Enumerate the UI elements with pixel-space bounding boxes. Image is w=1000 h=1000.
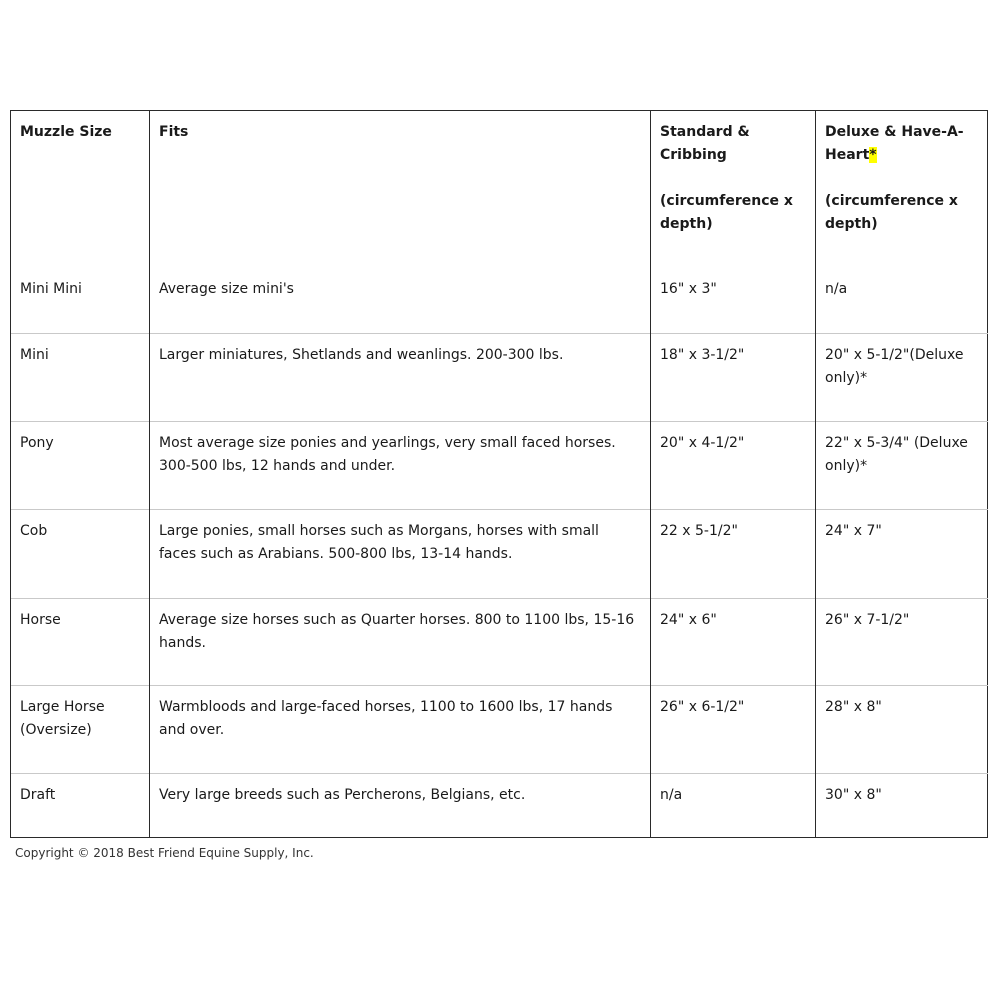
cell-muzzle-size: Pony xyxy=(11,422,150,510)
cell-muzzle-size: Large Horse (Oversize) xyxy=(11,686,150,774)
header-row xyxy=(11,111,988,268)
cell-fits: Average size horses such as Quarter horses. 800 to 1100 lbs, 15-16 hands. xyxy=(150,599,651,686)
header-standard xyxy=(651,111,816,268)
cell-fits: Average size mini's xyxy=(150,268,651,334)
cell-standard: 18" x 3-1/2" xyxy=(651,334,816,422)
cell-muzzle-size: Mini xyxy=(11,334,150,422)
table-row xyxy=(11,599,988,686)
cell-standard: 26" x 6-1/2" xyxy=(651,686,816,774)
header-deluxe-subtitle: (circumference x depth) xyxy=(825,193,958,232)
table-row xyxy=(11,774,988,838)
table-row xyxy=(11,686,988,774)
cell-deluxe: 24" x 7" xyxy=(816,510,988,599)
cell-standard: 22 x 5-1/2" xyxy=(651,510,816,599)
cell-deluxe: 22" x 5-3/4" (Deluxe only)* xyxy=(816,422,988,510)
header-standard-title: Standard & Cribbing xyxy=(660,124,750,163)
copyright-notice: Copyright © 2018 Best Friend Equine Supply, Inc. xyxy=(15,846,314,860)
muzzle-size-chart xyxy=(10,110,987,837)
header-deluxe xyxy=(816,111,988,268)
size-table xyxy=(10,110,988,838)
table-row xyxy=(11,510,988,599)
cell-deluxe: 30" x 8" xyxy=(816,774,988,838)
table-row xyxy=(11,268,988,334)
table-row xyxy=(11,334,988,422)
cell-fits: Most average size ponies and yearlings, very small faced horses. 300-500 lbs, 12 hands and under. xyxy=(150,422,651,510)
cell-standard: 16" x 3" xyxy=(651,268,816,334)
cell-deluxe: 26" x 7-1/2" xyxy=(816,599,988,686)
cell-muzzle-size: Mini Mini xyxy=(11,268,150,334)
cell-deluxe: n/a xyxy=(816,268,988,334)
table-row xyxy=(11,422,988,510)
cell-muzzle-size: Cob xyxy=(11,510,150,599)
cell-fits: Large ponies, small horses such as Morgans, horses with small faces such as Arabians. 500-800 lbs, 13-14 hands. xyxy=(150,510,651,599)
header-muzzle-size: Muzzle Size xyxy=(11,111,150,268)
cell-standard: 20" x 4-1/2" xyxy=(651,422,816,510)
header-deluxe-title: Deluxe & Have-A-Heart xyxy=(825,124,964,163)
cell-deluxe: 20" x 5-1/2"(Deluxe only)* xyxy=(816,334,988,422)
cell-standard: 24" x 6" xyxy=(651,599,816,686)
header-deluxe-asterisk: * xyxy=(869,147,877,163)
header-standard-subtitle: (circumference x depth) xyxy=(660,193,793,232)
cell-fits: Larger miniatures, Shetlands and weanlings. 200-300 lbs. xyxy=(150,334,651,422)
cell-muzzle-size: Draft xyxy=(11,774,150,838)
cell-fits: Very large breeds such as Percherons, Belgians, etc. xyxy=(150,774,651,838)
cell-muzzle-size: Horse xyxy=(11,599,150,686)
cell-standard: n/a xyxy=(651,774,816,838)
cell-fits: Warmbloods and large-faced horses, 1100 to 1600 lbs, 17 hands and over. xyxy=(150,686,651,774)
cell-deluxe: 28" x 8" xyxy=(816,686,988,774)
header-fits: Fits xyxy=(150,111,651,268)
